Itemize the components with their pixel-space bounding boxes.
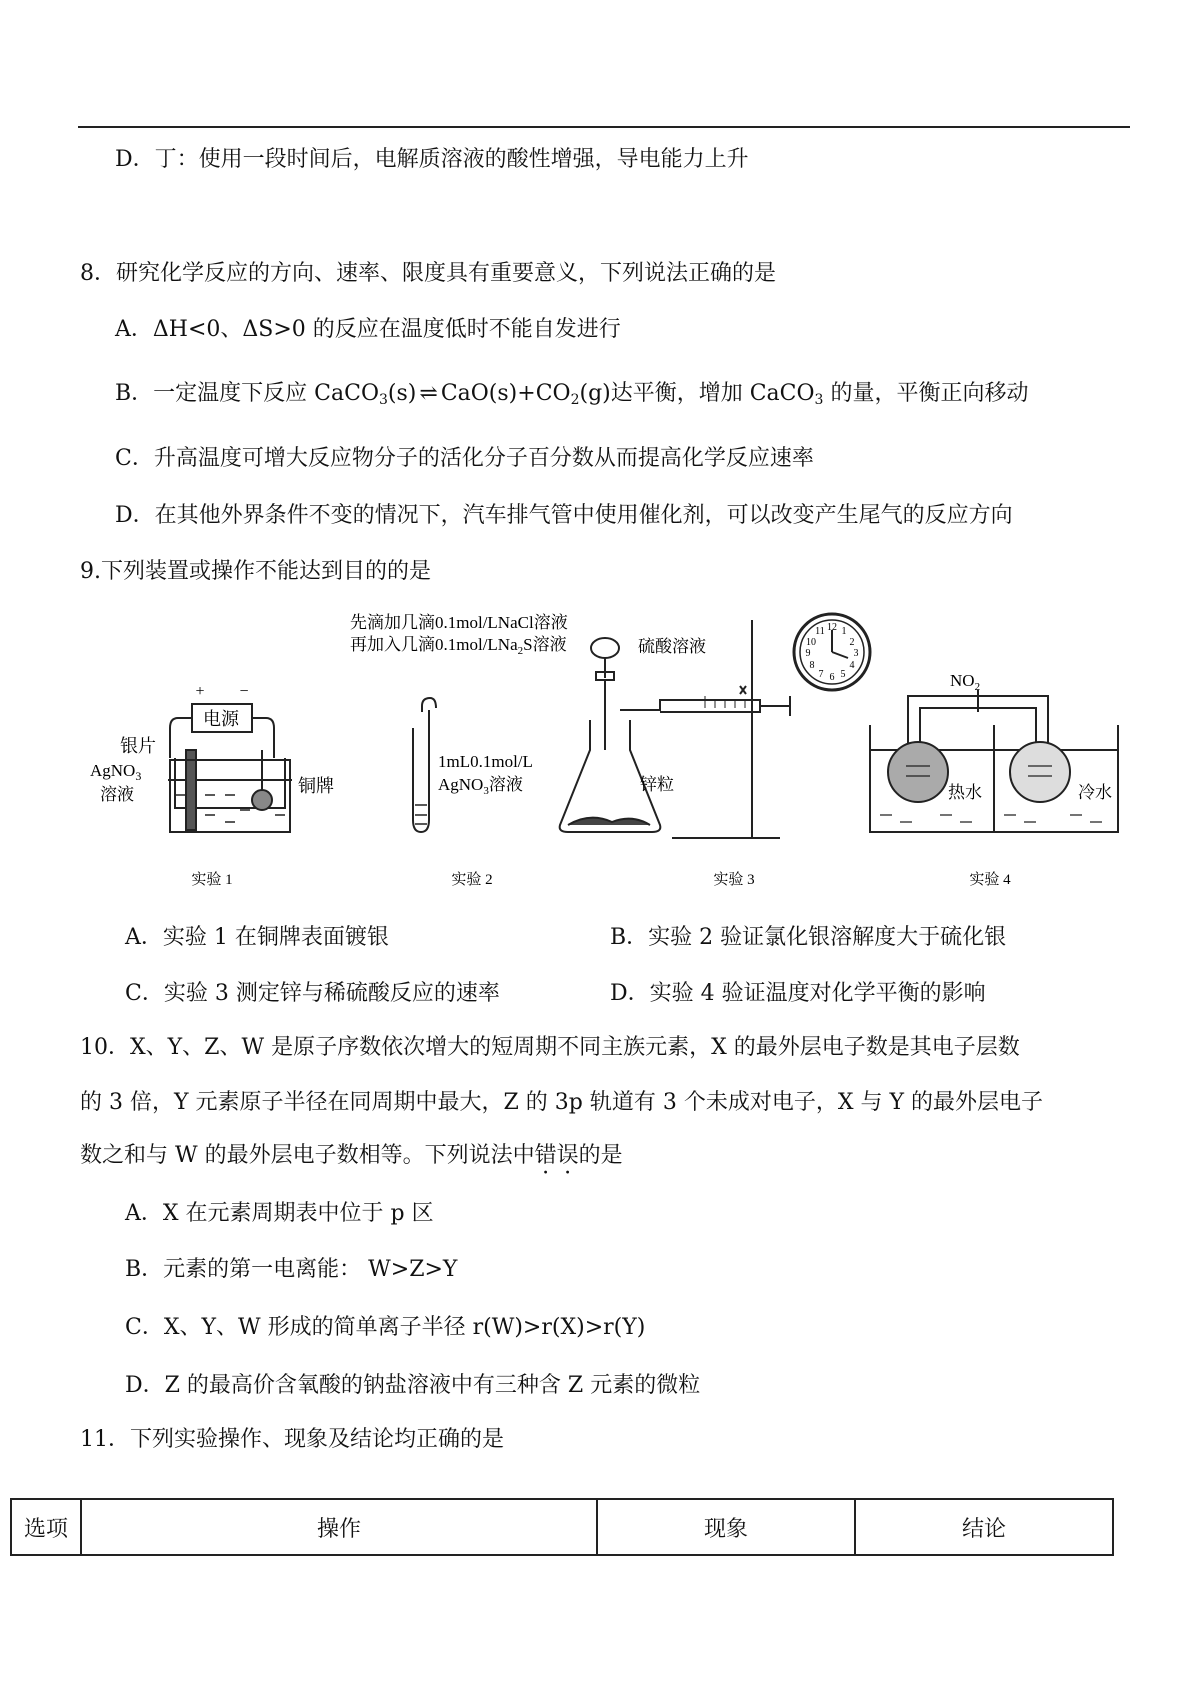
- q9-option-a: A．实验 1 在铜牌表面镀银: [125, 925, 389, 950]
- no2-label: $NO_2$: [950, 671, 981, 693]
- q9-option-c: C．实验 3 测定锌与稀硫酸反应的速率: [125, 981, 500, 1006]
- emphasis-char: 错: [534, 1143, 557, 1168]
- clock-numeral: 7: [818, 669, 824, 680]
- drop-nacl-label: 先滴加几滴0.1mol/LNaCl溶液: [350, 613, 568, 632]
- q9-option-b: B．实验 2 验证氯化银溶解度大于硫化银: [610, 925, 1007, 950]
- q8-option-b: B．一定温度下反应 CaCO$_3$(s) ⇌ $CaO(s)+CO_2(g)$达平衡，增加 CaCO$_3$ 的量，平衡正向移动: [115, 381, 1029, 408]
- q10-option-c: C．X、Y、W 形成的简单离子半径 r(W)>r(X)>r(Y): [125, 1315, 646, 1340]
- zinc-label: 锌粒: [640, 775, 674, 794]
- clock-numeral: 5: [840, 669, 846, 680]
- caption-exp-4: 实验 4: [969, 872, 1011, 888]
- top-rule: [78, 126, 1130, 128]
- caption-exp-2: 实验 2: [451, 872, 493, 888]
- q9-stem: 9.下列装置或操作不能达到目的的是: [80, 559, 431, 584]
- solution-label: 溶液: [100, 785, 134, 804]
- q7-option-d: D．丁：使用一段时间后，电解质溶液的酸性增强，导电能力上升: [115, 147, 749, 172]
- silver-label: 银片: [120, 736, 156, 756]
- q8-option-a: A．ΔH<0、ΔS>0 的反应在温度低时不能自发进行: [115, 317, 621, 342]
- copper-label: 铜牌: [298, 776, 334, 796]
- header-option: 选项: [11, 1499, 81, 1555]
- q9-apparatus-figure: [0, 600, 1200, 900]
- clock-numeral: 12: [827, 622, 837, 633]
- q8-option-c: C．升高温度可增大反应物分子的活化分子百分数从而提高化学反应速率: [115, 446, 814, 471]
- experiment-2-test-tube: [413, 698, 436, 832]
- cold-water-label: 冷水: [1078, 783, 1112, 802]
- clock-numeral: 10: [806, 637, 816, 648]
- q10-stem-line2: 的 3 倍，Y 元素原子半径在同周期中最大，Z 的 3p 轨道有 3 个未成对电子，X 与 Y 的最外层电子: [80, 1090, 1043, 1115]
- header-phenomenon: 现象: [597, 1499, 855, 1555]
- clock-numeral: 2: [849, 637, 855, 648]
- hot-water-label: 热水: [948, 783, 982, 802]
- clock-numeral: 1: [841, 626, 847, 637]
- q10-option-a: A．X 在元素周期表中位于 p 区: [125, 1201, 434, 1226]
- header-operation: 操作: [81, 1499, 597, 1555]
- acid-label: 硫酸溶液: [638, 637, 706, 656]
- table-header-row: [11, 1499, 1113, 1555]
- agno3-label: AgNO$_3$: [90, 761, 142, 783]
- q8-stem: 8．研究化学反应的方向、速率、限度具有重要意义，下列说法正确的是: [80, 261, 776, 286]
- clock-numeral: 6: [829, 672, 835, 683]
- tube-agno3-label: AgNO$_3$溶液: [438, 775, 523, 797]
- drop-na2s-label: 再加入几滴0.1mol/LNa$_2$S溶液: [350, 635, 567, 657]
- minus-sign: −: [239, 683, 249, 700]
- plus-sign: +: [195, 683, 205, 700]
- clock-numeral: 8: [809, 660, 815, 671]
- q10-stem-line3: 数之和与 W 的最外层电子数相等。下列说法中错误的是: [80, 1143, 623, 1168]
- clock-numeral: 3: [853, 648, 859, 659]
- power-label: 电源: [203, 709, 239, 729]
- q10-stem-line1: 10．X、Y、Z、W 是原子序数依次增大的短周期不同主族元素，X 的最外层电子数是其电子层数: [80, 1035, 1020, 1060]
- q11-stem: 11．下列实验操作、现象及结论均正确的是: [80, 1427, 504, 1452]
- q10-option-b: B．元素的第一电离能： W>Z>Y: [125, 1257, 458, 1282]
- q9-option-d: D．实验 4 验证温度对化学平衡的影响: [610, 981, 986, 1006]
- emphasis-char: 误: [556, 1143, 579, 1168]
- q11-table: [10, 1498, 1114, 1556]
- experiment-4-no2-equilibrium: [870, 690, 1118, 832]
- clock-numeral: 9: [805, 648, 811, 659]
- stopwatch-icon: [794, 614, 870, 690]
- caption-exp-1: 实验 1: [191, 872, 233, 888]
- clock-numeral: 11: [815, 626, 825, 637]
- q8-option-d: D．在其他外界条件不变的情况下，汽车排气管中使用催化剂，可以改变产生尾气的反应方向: [115, 503, 1013, 528]
- header-conclusion: 结论: [855, 1499, 1113, 1555]
- tube-conc-label: 1mL0.1mol/L: [438, 752, 533, 771]
- caption-exp-3: 实验 3: [713, 872, 755, 888]
- q10-option-d: D．Z 的最高价含氧酸的钠盐溶液中有三种含 Z 元素的微粒: [125, 1373, 701, 1398]
- clock-numeral: 4: [849, 660, 855, 671]
